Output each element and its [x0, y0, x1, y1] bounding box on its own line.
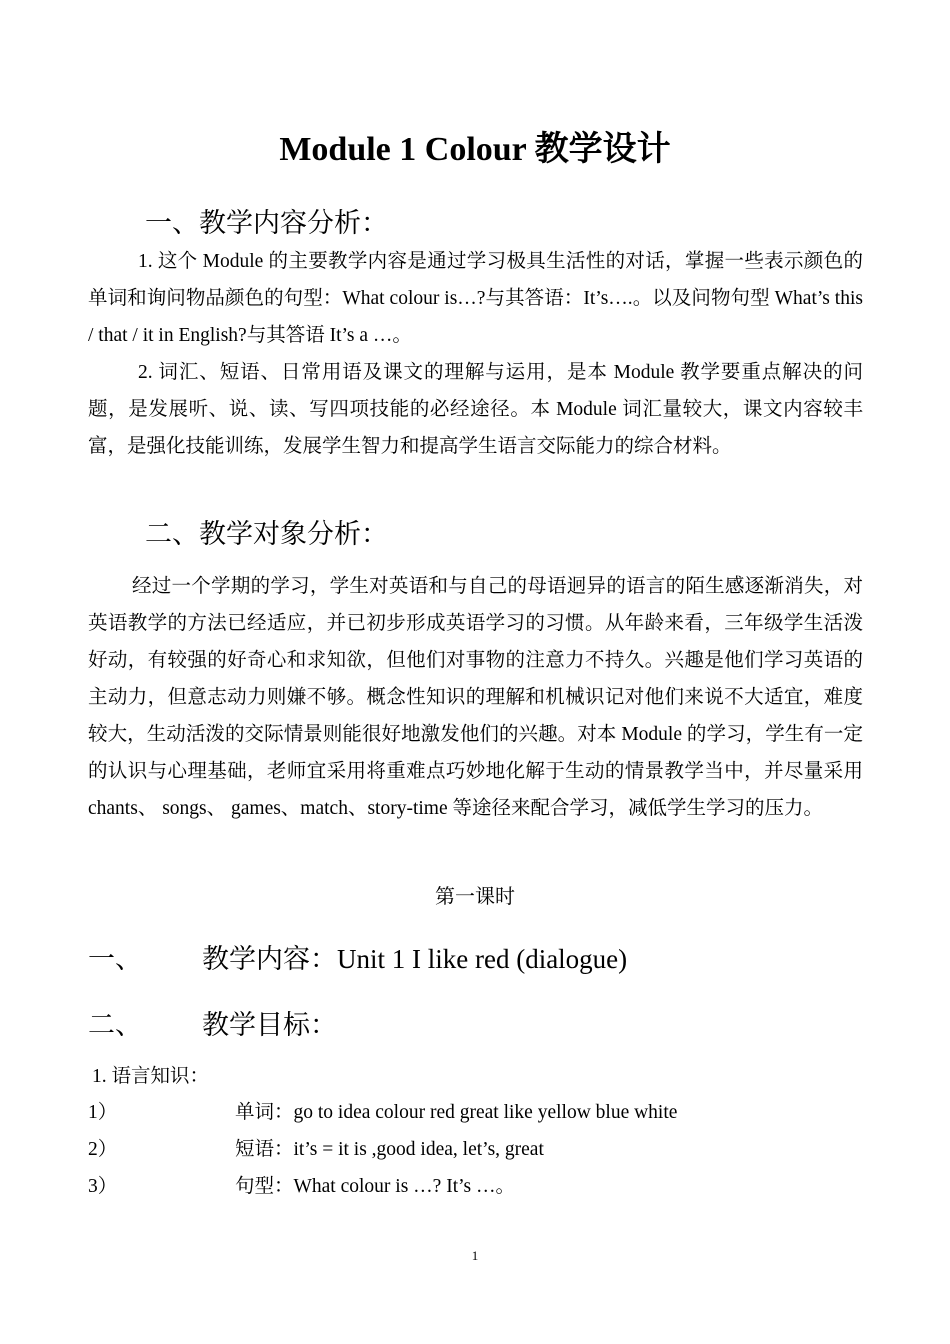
knowledge-row [88, 1135, 544, 1165]
knowledge-row [88, 1098, 677, 1128]
lesson-item-text: 教学内容：Unit 1 I like red (dialogue) [202, 944, 628, 974]
lesson-item-number: 一、 [88, 944, 142, 974]
knowledge-row-number: 1） [88, 1102, 118, 1123]
paragraph-content-1: 1. 这个 Module 的主要教学内容是通过学习极具生活性的对话，掌握一些表示颜色的单词和询问物品颜色的句型：What colour is…?与其答语：It’s….。以及问物句型 What’s this / that / it in English?与其答语 It’s a …。 [88, 251, 863, 346]
lesson-label: 第一课时 [435, 886, 515, 908]
section-heading-audience-analysis: 二、教学对象分析： [145, 519, 388, 549]
knowledge-row-number: 3） [88, 1176, 118, 1197]
lesson-item-goals [88, 1007, 337, 1043]
page-number: 1 [471, 1248, 479, 1263]
knowledge-row-text: 单词：go to idea colour red great like yellow blue white [235, 1102, 678, 1123]
lesson-item-number: 二、 [88, 1010, 142, 1040]
lesson-item-content [88, 941, 627, 977]
knowledge-row [88, 1172, 515, 1202]
knowledge-row-number: 2） [88, 1139, 118, 1160]
document-title: Module 1 Colour 教学设计 [279, 131, 671, 168]
lesson-item-text: 教学目标： [202, 1010, 337, 1040]
paragraph-content-2: 2. 词汇、短语、日常用语及课文的理解与运用，是本 Module 教学要重点解决的问题，是发展听、说、读、写四项技能的必经途径。本 Module 词汇量较大，课文内容较丰富，是强化技能训练，发展学生智力和提高学生语言交际能力的综合材料。 [88, 362, 863, 457]
paragraph-audience: 经过一个学期的学习，学生对英语和与自己的母语迥异的语言的陌生感逐渐消失，对英语教学的方法已经适应，并已初步形成英语学习的习惯。从年龄来看，三年级学生活泼好动，有较强的好奇心和求知欲，但他们对事物的注意力不持久。兴趣是他们学习英语的主动力，但意志动力则嫌不够。概念性知识的理解和机械识记对他们来说不大适宜，难度较大，生动活泼的交际情景则能很好地激发他们的兴趣。对本 Module 的学习，学生有一定的认识与心理基础，老师宜采用将重难点巧妙地化解于生动的情景教学当中，并尽量采用 chants、 songs、 games、match、story-time 等途径来配合学习，减低学生学习的压力。 [88, 576, 863, 819]
knowledge-row-text: 句型：What colour is …? It’s …。 [235, 1176, 515, 1197]
section-heading-content-analysis: 一、教学内容分析： [145, 208, 388, 238]
sub-heading-language-knowledge: 1. 语言知识： [92, 1066, 210, 1087]
knowledge-row-text: 短语：it’s = it is ,good idea, let’s, great [235, 1139, 544, 1160]
